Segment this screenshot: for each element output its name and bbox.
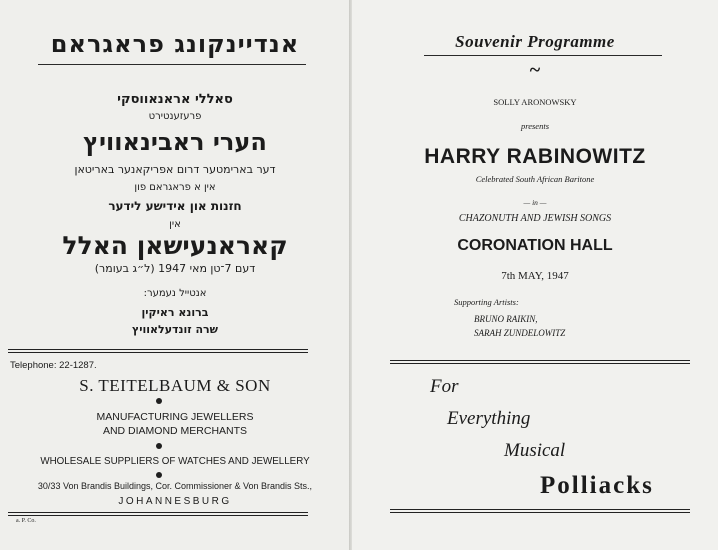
yiddish-assisting: אנטייל נעמער: [143, 288, 207, 299]
left-page [0, 0, 350, 550]
yiddish-title: אנדיינקונג פראגראם [50, 30, 300, 58]
ad-musical: Musical [504, 440, 566, 461]
artist-name: HARRY RABINOWITZ [424, 145, 646, 168]
yiddish-in: אין [169, 219, 181, 230]
yiddish-presents: פרעזענטירט [148, 111, 202, 122]
heading-underline [424, 55, 662, 56]
ad-telephone: Telephone: 22-1287. [10, 360, 97, 371]
printer-mark: a. P. Co. [16, 518, 36, 524]
in-separator: — in — [523, 198, 547, 207]
ad-company: S. TEITELBAUM & SON [79, 376, 271, 395]
ad-bullet [156, 443, 162, 449]
yiddish-artist2: ברונא ראיקין [141, 306, 209, 319]
ad-for: For [430, 376, 459, 397]
supporting-label: Supporting Artists: [454, 297, 519, 307]
supporting-artist-1: BRUNO RAIKIN, [474, 314, 538, 324]
ad-bottom-rule [8, 512, 308, 516]
right-page [352, 0, 718, 550]
ad-top-rule [390, 360, 690, 364]
artist-description: Celebrated South African Baritone [475, 174, 595, 184]
programme-heading: Souvenir Programme [455, 32, 615, 51]
program-title: CHAZONUTH AND JEWISH SONGS [458, 213, 612, 224]
yiddish-program-intro: אין א פראגראם פון [134, 182, 216, 193]
ad-address: 30/33 Von Brandis Buildings, Cor. Commissioner & Von Brandis Sts., [37, 481, 313, 491]
ad-top-rule [8, 349, 308, 353]
venue: CORONATION HALL [457, 237, 613, 254]
presents: presents [520, 121, 549, 131]
ad-line1: MANUFACTURING JEWELLERS [96, 411, 254, 423]
ad-bullet [156, 398, 162, 404]
ornament: ~ [529, 59, 541, 81]
yiddish-presenter: סאללי אראנאווסקי [117, 92, 233, 107]
yiddish-artist: הערי ראבינאוויץ [83, 128, 267, 156]
yiddish-hall: קאראנעישאן האלל [62, 231, 288, 260]
ad-line2: AND DIAMOND MERCHANTS [102, 425, 248, 437]
yiddish-program: חזנות און אידישע לידער [108, 199, 242, 213]
concert-date: 7th MAY, 1947 [501, 270, 569, 282]
ad-bottom-rule [390, 509, 690, 513]
ad-brand: Polliacks [540, 472, 654, 499]
supporting-artist-2: SARAH ZUNDELOWITZ [474, 328, 566, 338]
ad-city: JOHANNESBURG [118, 496, 232, 507]
ad-line3: WHOLESALE SUPPLIERS OF WATCHES AND JEWELLERY [40, 456, 310, 467]
ad-everything: Everything [447, 408, 531, 429]
yiddish-artist3: שרה זונדעלאוויץ [131, 323, 219, 336]
yiddish-date: דעם 7־טן מאי 1947 (ל״ג בעומר) [94, 262, 256, 275]
presenter: SOLLY ARONOWSKY [493, 97, 577, 107]
ad-bullet [156, 472, 162, 478]
yiddish-artist-desc: דער בארימטער דרום אפריקאנער באריטאן [74, 163, 276, 176]
title-underline [38, 64, 306, 65]
